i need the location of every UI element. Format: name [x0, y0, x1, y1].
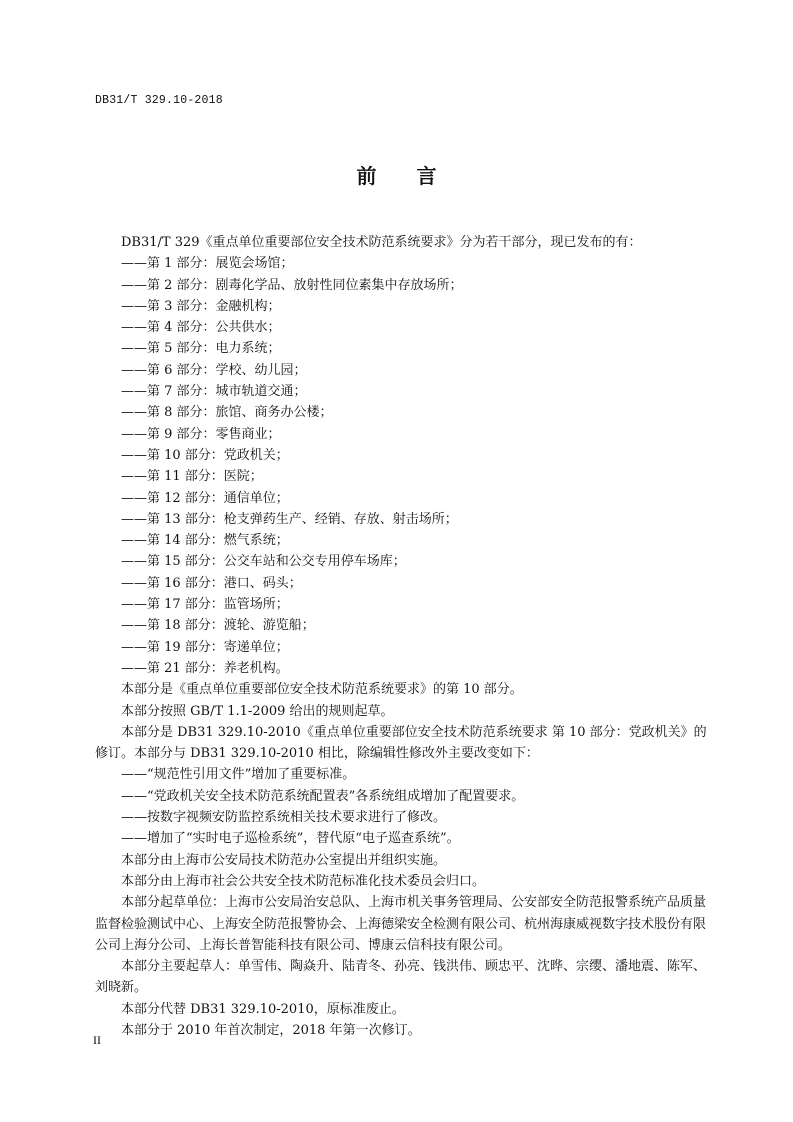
page-number: II — [93, 1033, 101, 1047]
list-item: ——第 9 部分：零售商业； — [121, 426, 281, 442]
list-item: ——第 16 部分：港口、码头； — [121, 575, 302, 591]
document-code-header: DB31/T 329.10-2018 — [95, 94, 223, 107]
list-item: ——第 11 部分：医院； — [121, 469, 263, 485]
drafters-paragraph: 本部分主要起草人：单雪伟、陶焱升、陆青冬、孙亮、钱洪伟、顾忠平、沈晔、宗缨、潘地震、陈军、刘晓新。 — [95, 959, 707, 996]
list-item: ——增加了“实时电子巡检系统”，替代原“电子巡查系统”。 — [121, 831, 460, 847]
drafting-units-paragraph: 本部分起草单位：上海市公安局治安总队、上海市机关事务管理局、公安部安全防范报警系统产品质量监督检验测试中心、上海安全防范报警协会、上海德梁安全检测有限公司、杭州海康威视数字技术股份有限公司上海分公司、上海长普智能科技有限公司、博康云信科技有限公司。 — [95, 895, 707, 953]
history-paragraph: 本部分于 2010 年首次制定，2018 年第一次修订。 — [121, 1022, 421, 1038]
list-item: ——第 15 部分：公交车站和公交专用停车场库； — [121, 554, 406, 570]
list-item: ——第 7 部分：城市轨道交通； — [121, 384, 307, 400]
list-item: ——“规范性引用文件”增加了重要标准。 — [121, 767, 356, 783]
revision-paragraph: 本部分是 DB31 329.10-2010《重点单位重要部位安全技术防范系统要求 第 10 部分：党政机关》的修订。本部分与 DB31 329.10-2010 相比，除编辑性修改外主要改变如下： — [95, 724, 707, 762]
part-of-paragraph: 本部分是《重点单位重要部位安全技术防范系统要求》的第 10 部分。 — [121, 682, 523, 698]
list-item: ——第 19 部分：寄递单位； — [121, 639, 289, 655]
list-item: ——第 10 部分：党政机关； — [121, 447, 289, 463]
foreword-body — [95, 232, 718, 1041]
list-item: ——第 6 部分：学校、幼儿园； — [121, 362, 307, 378]
intro-paragraph: DB31/T 329《重点单位重要部位安全技术防范系统要求》分为若干部分，现已发布的有： — [121, 235, 642, 250]
replaces-paragraph: 本部分代替 DB31 329.10-2010，原标准废止。 — [121, 1001, 405, 1017]
list-item: ——第 12 部分：通信单位； — [121, 490, 289, 506]
list-item: ——第 3 部分：金融机构； — [121, 298, 281, 314]
parts-list — [95, 253, 718, 679]
list-item: ——“党政机关安全技术防范系统配置表”各系统组成增加了配置要求。 — [121, 788, 525, 804]
page-title — [0, 160, 793, 189]
list-item: ——第 18 部分：渡轮、游览船； — [121, 618, 315, 634]
page-title-char-2: 言 — [416, 164, 437, 188]
list-item: ——第 21 部分：养老机构。 — [121, 660, 289, 676]
list-item: ——第 13 部分：枪支弹药生产、经销、存放、射击场所； — [121, 511, 458, 527]
rules-paragraph: 本部分按照 GB/T 1.1-2009 给出的规则起草。 — [121, 703, 394, 719]
list-item: ——第 14 部分：燃气系统； — [121, 533, 289, 549]
list-item: ——第 8 部分：旅馆、商务办公楼； — [121, 405, 333, 421]
list-item: ——按数字视频安防监控系统相关技术要求进行了修改。 — [121, 810, 447, 826]
list-item: ——第 2 部分：剧毒化学品、放射性同位素集中存放场所； — [121, 277, 463, 293]
centralized-paragraph: 本部分由上海市社会公共安全技术防范标准化技术委员会归口。 — [121, 873, 486, 889]
proposed-paragraph: 本部分由上海市公安局技术防范办公室提出并组织实施。 — [121, 852, 447, 868]
changes-list — [95, 764, 718, 849]
list-item: ——第 17 部分：监管场所； — [121, 597, 289, 613]
list-item: ——第 4 部分：公共供水； — [121, 320, 281, 336]
page-title-char-1: 前 — [356, 164, 377, 188]
list-item: ——第 5 部分：电力系统； — [121, 341, 281, 357]
list-item: ——第 1 部分：展览会场馆； — [121, 256, 294, 272]
